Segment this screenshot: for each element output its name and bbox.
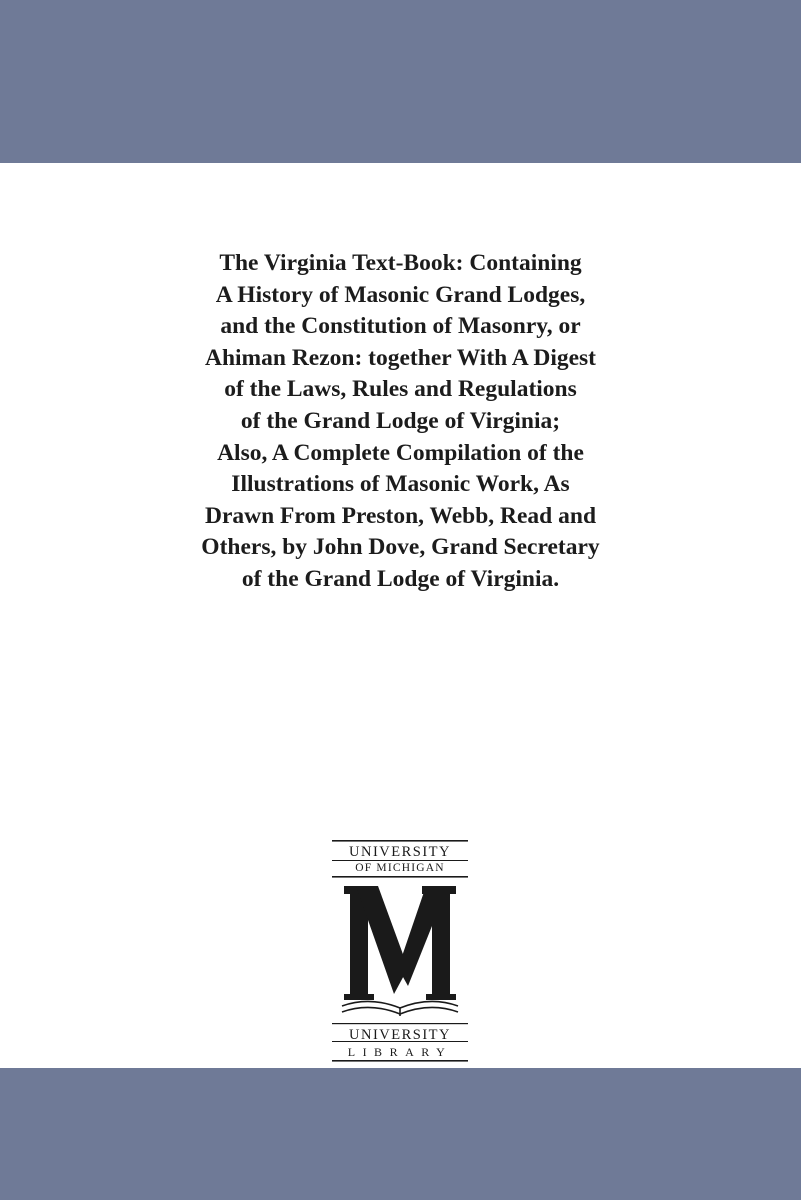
- book-title: [100, 248, 701, 596]
- logo-university-text-bottom: UNIVERSITY: [349, 1027, 451, 1043]
- title-line: The Virginia Text-Book: Containing: [219, 250, 582, 276]
- logo-university-text: UNIVERSITY: [349, 844, 451, 860]
- logo-library-text: LIBRARY: [347, 1045, 453, 1059]
- logo-of-michigan-text: OF MICHIGAN: [355, 862, 445, 874]
- title-line: of the Grand Lodge of Virginia;: [240, 407, 561, 434]
- university-library-logo: [330, 836, 470, 1062]
- title-line: Also, A Complete Compilation of the: [217, 439, 584, 466]
- open-book-icon: [342, 1001, 458, 1016]
- title-line: Drawn From Preston, Webb, Read and: [204, 502, 597, 529]
- title-line: Others, by John Dove, Grand Secretary: [201, 534, 600, 561]
- bottom-cover-band: [0, 1068, 801, 1200]
- title-line: of the Grand Lodge of Virginia.: [241, 565, 560, 592]
- block-m-icon: [344, 886, 456, 1000]
- top-cover-band: [0, 0, 801, 163]
- title-line: of the Laws, Rules and Regulations: [224, 376, 577, 403]
- title-line: Illustrations of Masonic Work, As: [231, 471, 570, 498]
- title-line: and the Constitution of Masonry, or: [220, 313, 581, 340]
- title-line: A History of Masonic Grand Lodges,: [215, 281, 586, 308]
- title-line: Ahiman Rezon: together With A Digest: [204, 344, 596, 371]
